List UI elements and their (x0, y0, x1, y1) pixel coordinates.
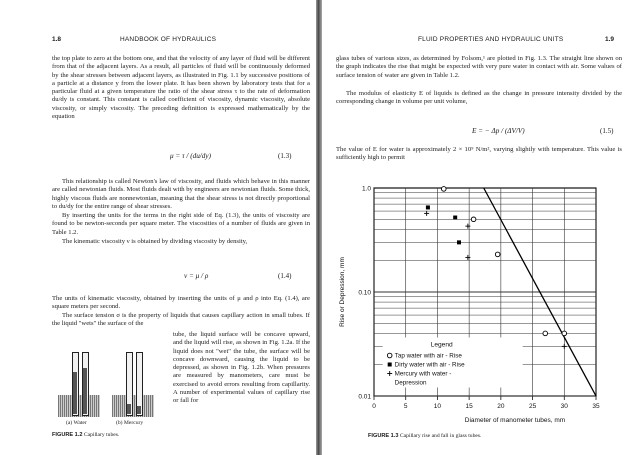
left-paragraph-7: tube, the liquid surface will be concave upward, and the liquid will rise, as shown in Fig. 1.2a. If the liquid does not "wet" the tube, the surface will be concave downward, causing the liquid to be depressed, as shown in Fig. 1.2b. When pressures are measured by manometers, care must be exercised to avoid errors resulting from capillarity. A number of experimental values of capillary rise or fall for (173, 331, 310, 405)
legend-marker-0 (387, 353, 392, 358)
legend-entry-1: Dirty water with air - Rise (394, 361, 465, 369)
legend-entry-2-cont: Depression (394, 379, 427, 387)
water-column-left (73, 372, 77, 414)
right-page (322, 0, 638, 455)
equation-1-4: ν = μ / ρ (184, 272, 209, 280)
figure-1-3-text: Capillary rise and fall in glass tubes. (399, 433, 482, 439)
water-reservoir (58, 395, 100, 417)
equation-1-3: μ = τ / (du/dy) (170, 152, 211, 160)
legend-entry-0: Tap water with air - Rise (394, 352, 462, 360)
chart-legend (383, 337, 523, 387)
equation-1-5-number: (1.5) (600, 127, 614, 135)
figure-1-2-text: Capillary tubes. (83, 432, 120, 438)
x-tick-label: 10 (433, 403, 442, 410)
figure-1-2-caption (52, 432, 119, 438)
mercury-reservoir (112, 395, 154, 417)
data-point-series-0 (562, 331, 567, 336)
x-tick-label: 20 (497, 403, 505, 410)
equation-1-3-number: (1.3) (278, 152, 292, 160)
right-page-number: 1.9 (605, 36, 615, 43)
x-tick-label: 5 (403, 403, 408, 410)
y-axis-label: Rise or Depression, mm (339, 257, 346, 327)
fig-label-water: (a) Water (66, 420, 87, 426)
right-paragraph-2: The modulus of elasticity E of liquids is defined as the change in pressure intensity divided by the corresponding change in volume per unit volume, (336, 90, 622, 106)
left-paragraph-4: The kinematic viscosity ν is obtained by dividing viscosity by density, (62, 238, 248, 245)
equation-1-5: E = − Δp / (ΔV/V) (472, 127, 525, 135)
y-tick-label: 1.0 (361, 185, 371, 193)
data-point-series-1 (426, 205, 430, 209)
figure-1-3-label: FIGURE 1.3 (368, 433, 399, 439)
capillary-chart (330, 178, 636, 428)
equation-1-4-number: (1.4) (278, 272, 292, 280)
figure-1-2-label: FIGURE 1.2 (52, 432, 83, 438)
left-paragraph-3: By inserting the units for the terms in the right side of Eq. (1.3), the units of viscosity are found to be newton-seconds per square meter. The viscosities of a number of fluids are given in Table 1.2. (52, 212, 310, 236)
data-point-series-0 (495, 252, 500, 257)
legend-title: Legend (430, 341, 453, 349)
data-point-series-0 (543, 331, 548, 336)
x-tick-label: 0 (372, 403, 376, 410)
right-paragraph-1: glass tubes of various sizes, as determined by Folsom,¹ are plotted in Fig. 1.3. The straight line shown on the graph indicates the rise that might be expected with very pure water in contact with air. Some values of surface tension of water are given in Table 1.2. (336, 55, 622, 79)
legend-entry-2: Mercury with water - (394, 370, 452, 378)
mercury-column-right (137, 406, 141, 414)
y-tick-label: 0.10 (358, 289, 371, 297)
right-paragraph-3: The value of E for water is approximately 2 × 10⁹ N/m², varying slightly with temperature. This value is sufficiently high to permit (336, 146, 622, 162)
left-running-header (0, 36, 316, 48)
left-running-title: HANDBOOK OF HYDRAULICS (120, 36, 217, 43)
y-tick-label: 0.01 (358, 393, 371, 401)
left-paragraph-6: The surface tension σ is the property of liquids that causes capillary action in small tubes. If the liquid "wets" the surface of the (52, 312, 310, 328)
data-point-series-0 (471, 217, 476, 222)
data-point-series-1 (457, 240, 461, 244)
x-tick-label: 15 (465, 403, 473, 410)
left-paragraph-5: The units of kinematic viscosity, obtained by inserting the units of μ and ρ into Eq. (1.4), are square meters per second. (52, 295, 310, 311)
x-axis-label: Diameter of manometer tubes, mm (464, 417, 566, 424)
left-page (0, 0, 316, 455)
fig-label-mercury: (b) Mercury (116, 420, 144, 426)
data-point-series-0 (441, 187, 446, 192)
left-page-number: 1.8 (52, 36, 62, 43)
x-tick-label: 30 (560, 403, 568, 410)
right-running-title: FLUID PROPERTIES AND HYDRAULIC UNITS (418, 36, 564, 43)
left-paragraph-2: This relationship is called Newton's law of viscosity, and fluids which behave in this manner are called newtonian fluids. Most fluids dealt with by engineers are newtonian fluids. Some thick, highly viscous fluids are nonnewtonian, meaning that the shear stress is not directly proportional to du/dy for the entire range of shear stresses. (52, 178, 311, 210)
x-tick-label: 35 (592, 403, 600, 410)
left-paragraph-1: the top plate to zero at the bottom one, and that the velocity of any layer of fluid will be different from that of the adjacent layers. As a result, all particles of fluid will be continuously deformed by the shear stresses between adjacent layers, as illustrated in Fig. 1.1 by successive positions of a particle at a distance y from the lower plate. It has been shown by laboratory tests that for a particular fluid at a given temperature the ratio of the shear stress τ to the rate of deformation du/dy is constant. This constant is called coefficient of viscosity, dynamic viscosity, absolute viscosity, or simply viscosity. The preceding definition is expressed mathematically by the equation (52, 55, 310, 121)
data-point-series-1 (453, 216, 457, 220)
legend-marker-1 (388, 362, 392, 366)
right-running-header (322, 36, 638, 48)
mercury-column-left (127, 404, 131, 414)
x-tick-label: 25 (528, 403, 537, 410)
water-column-right (83, 368, 87, 414)
figure-1-3-caption (368, 433, 481, 439)
